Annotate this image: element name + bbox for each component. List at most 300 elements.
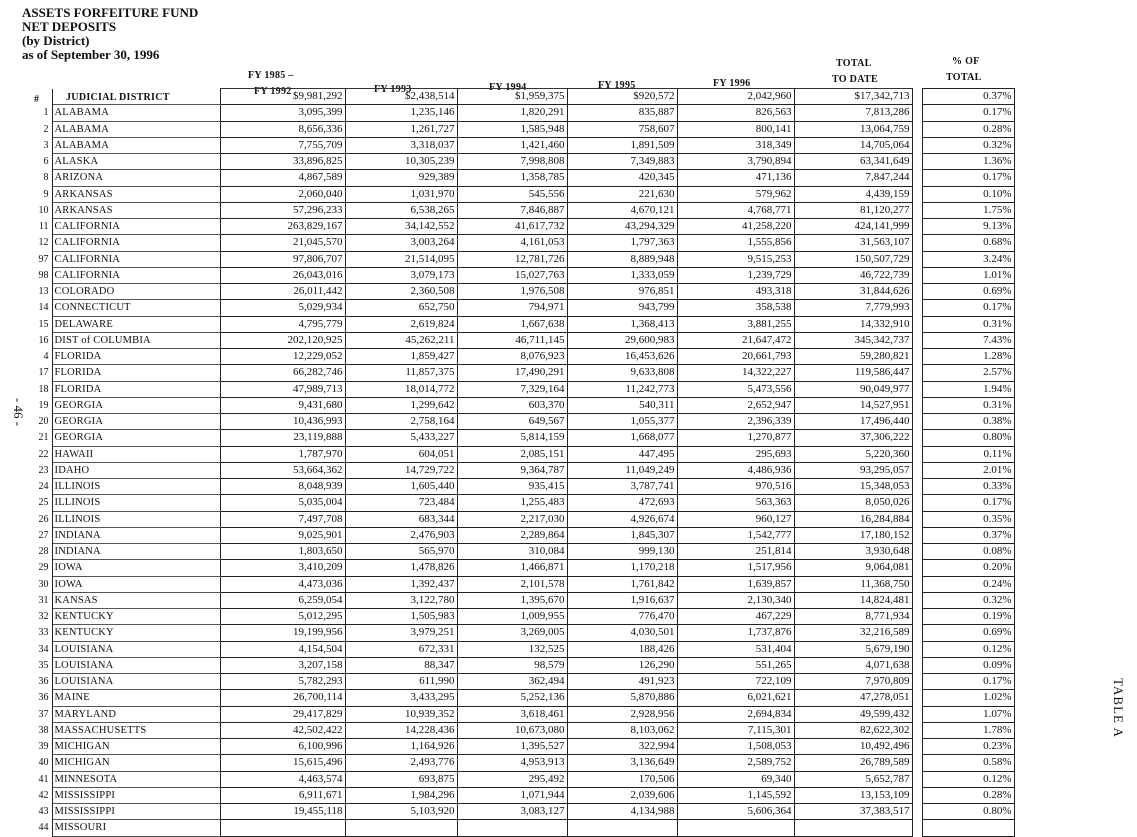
fy94-value: 10,673,080: [457, 722, 567, 738]
fy96-value: 2,396,339: [677, 414, 794, 430]
fy85-92-value: 5,782,293: [220, 674, 345, 690]
fy85-92-value: 6,100,996: [220, 739, 345, 755]
district-name: ARKANSAS: [52, 186, 220, 202]
district-name: FLORIDA: [52, 349, 220, 365]
fy96-value: 9,515,253: [677, 251, 794, 267]
total-value: 13,064,759: [794, 121, 912, 137]
district-name: LOUISIANA: [52, 641, 220, 657]
fy96-value: 2,589,752: [677, 755, 794, 771]
district-name: MICHIGAN: [52, 739, 220, 755]
fy93-value: $2,438,514: [345, 89, 457, 105]
spacer: [912, 527, 922, 543]
pct-value: 0.33%: [922, 479, 1014, 495]
spacer: [912, 202, 922, 218]
fy94-value: 98,579: [457, 657, 567, 673]
fy95-value: 1,055,377: [567, 414, 677, 430]
col-pct-top: % OF: [952, 56, 980, 67]
total-value: 7,970,809: [794, 674, 912, 690]
pct-value: 2.57%: [922, 365, 1014, 381]
fy85-92-value: 57,296,233: [220, 202, 345, 218]
spacer: [912, 332, 922, 348]
fy94-value: 3,618,461: [457, 706, 567, 722]
total-value: 8,771,934: [794, 609, 912, 625]
fy94-value: 17,490,291: [457, 365, 567, 381]
fy95-value: 29,600,983: [567, 332, 677, 348]
fy85-92-value: 3,410,209: [220, 560, 345, 576]
page-number: - 46 -: [11, 397, 27, 427]
fy94-value: 1,667,638: [457, 316, 567, 332]
district-name: ALABAMA: [52, 105, 220, 121]
spacer: [912, 657, 922, 673]
fy94-value: 5,814,159: [457, 430, 567, 446]
fy95-value: $920,572: [567, 89, 677, 105]
pct-value: 0.17%: [922, 300, 1014, 316]
fy95-value: 1,333,059: [567, 267, 677, 283]
district-name: MISSISSIPPI: [52, 787, 220, 803]
district-name: ILLINOIS: [52, 511, 220, 527]
fy94-value: 295,492: [457, 771, 567, 787]
district-name: INDIANA: [52, 544, 220, 560]
total-value: 37,383,517: [794, 804, 912, 820]
district-name: ARKANSAS: [52, 202, 220, 218]
fy94-value: 2,101,578: [457, 576, 567, 592]
fy85-92-value: 5,035,004: [220, 495, 345, 511]
row-number: 22: [22, 446, 52, 462]
fy93-value: 10,939,352: [345, 706, 457, 722]
spacer: [912, 300, 922, 316]
table-row: [22, 674, 1014, 690]
district-name: MARYLAND: [52, 706, 220, 722]
fy85-92-value: 4,867,589: [220, 170, 345, 186]
fy93-value: 34,142,552: [345, 219, 457, 235]
fy94-value: 603,370: [457, 397, 567, 413]
district-name: MISSOURI: [52, 820, 220, 836]
table-row: [22, 787, 1014, 803]
fy93-value: 1,392,437: [345, 576, 457, 592]
fy96-value: 41,258,220: [677, 219, 794, 235]
table-label: TABLE A: [1110, 678, 1126, 738]
district-name: [52, 89, 220, 105]
table-row: [22, 495, 1014, 511]
spacer: [912, 804, 922, 820]
fy93-value: 11,857,375: [345, 365, 457, 381]
fy96-value: 21,647,472: [677, 332, 794, 348]
pct-value: 2.01%: [922, 462, 1014, 478]
pct-value: 7.43%: [922, 332, 1014, 348]
fy85-92-value: 10,436,993: [220, 414, 345, 430]
total-value: 14,527,951: [794, 397, 912, 413]
fy96-value: 69,340: [677, 771, 794, 787]
fy93-value: 3,979,251: [345, 625, 457, 641]
fy93-value: 652,750: [345, 300, 457, 316]
table-row: [22, 511, 1014, 527]
fy94-value: 794,971: [457, 300, 567, 316]
spacer: [912, 235, 922, 251]
fy95-value: 3,787,741: [567, 479, 677, 495]
row-number: 21: [22, 430, 52, 446]
spacer: [912, 576, 922, 592]
fy96-value: 3,881,255: [677, 316, 794, 332]
table-row: [22, 332, 1014, 348]
total-value: 10,492,496: [794, 739, 912, 755]
fy94-value: 1,071,944: [457, 787, 567, 803]
pct-value: 0.37%: [922, 527, 1014, 543]
pct-value: 1.01%: [922, 267, 1014, 283]
total-value: 90,049,977: [794, 381, 912, 397]
col-total-bottom: TO DATE: [832, 74, 878, 85]
fy96-value: 1,639,857: [677, 576, 794, 592]
fy95-value: 322,994: [567, 739, 677, 755]
fy95-value: 4,670,121: [567, 202, 677, 218]
row-number: 41: [22, 771, 52, 787]
fy85-92-value: 21,045,570: [220, 235, 345, 251]
table-row: [22, 121, 1014, 137]
fy96-value: 467,229: [677, 609, 794, 625]
fy93-value: 14,228,436: [345, 722, 457, 738]
table-row: [22, 267, 1014, 283]
fy94-value: 1,009,955: [457, 609, 567, 625]
district-name: MAINE: [52, 690, 220, 706]
fy93-value: [345, 820, 457, 836]
report-scope: (by District): [22, 33, 90, 48]
fy85-92-value: 23,119,888: [220, 430, 345, 446]
fy85-92-value: 9,431,680: [220, 397, 345, 413]
fy96-value: 2,694,834: [677, 706, 794, 722]
table-row: [22, 414, 1014, 430]
district-name: MISSISSIPPI: [52, 804, 220, 820]
fy93-value: 683,344: [345, 511, 457, 527]
district-name: CALIFORNIA: [52, 235, 220, 251]
pct-value: 0.32%: [922, 592, 1014, 608]
fy85-92-value: 97,806,707: [220, 251, 345, 267]
pct-value: 0.12%: [922, 771, 1014, 787]
spacer: [912, 641, 922, 657]
total-value: 150,507,729: [794, 251, 912, 267]
fy85-92-value: 4,795,779: [220, 316, 345, 332]
district-name: CALIFORNIA: [52, 267, 220, 283]
total-value: 345,342,737: [794, 332, 912, 348]
fy93-value: 1,031,970: [345, 186, 457, 202]
report-subtitle: NET DEPOSITS: [22, 19, 117, 34]
fy95-value: 420,345: [567, 170, 677, 186]
fy94-value: 2,289,864: [457, 527, 567, 543]
total-value: 16,284,884: [794, 511, 912, 527]
spacer: [912, 137, 922, 153]
row-number: 33: [22, 625, 52, 641]
row-number: 31: [22, 592, 52, 608]
row-number: 97: [22, 251, 52, 267]
total-value: 424,141,999: [794, 219, 912, 235]
fy96-value: 5,606,364: [677, 804, 794, 820]
table-row: [22, 576, 1014, 592]
total-value: 14,705,064: [794, 137, 912, 153]
table-row: [22, 641, 1014, 657]
row-number: 39: [22, 739, 52, 755]
fy96-value: 1,145,592: [677, 787, 794, 803]
row-number: 43: [22, 804, 52, 820]
total-value: 7,779,993: [794, 300, 912, 316]
table-row: [22, 560, 1014, 576]
fy94-value: 1,395,670: [457, 592, 567, 608]
fy93-value: 18,014,772: [345, 381, 457, 397]
fy85-92-value: 5,012,295: [220, 609, 345, 625]
row-number: 35: [22, 657, 52, 673]
total-value: 5,652,787: [794, 771, 912, 787]
spacer: [912, 397, 922, 413]
fy95-value: [567, 820, 677, 836]
fy96-value: 826,563: [677, 105, 794, 121]
fy85-92-value: 19,455,118: [220, 804, 345, 820]
fy94-value: 3,269,005: [457, 625, 567, 641]
total-value: 17,496,440: [794, 414, 912, 430]
district-name: CALIFORNIA: [52, 219, 220, 235]
row-number: [22, 89, 52, 105]
fy94-value: 41,617,732: [457, 219, 567, 235]
fy95-value: 126,290: [567, 657, 677, 673]
fy94-value: 1,395,527: [457, 739, 567, 755]
district-name: MICHIGAN: [52, 755, 220, 771]
fy93-value: 2,619,824: [345, 316, 457, 332]
fy93-value: 604,051: [345, 446, 457, 462]
total-value: 5,679,190: [794, 641, 912, 657]
fy94-value: 2,085,151: [457, 446, 567, 462]
fy85-92-value: 19,199,956: [220, 625, 345, 641]
spacer: [912, 105, 922, 121]
district-name: HAWAII: [52, 446, 220, 462]
fy96-value: 4,768,771: [677, 202, 794, 218]
pct-value: 0.17%: [922, 170, 1014, 186]
table-row: [22, 235, 1014, 251]
col-fy96: FY 1996: [713, 78, 751, 89]
fy94-value: 8,076,923: [457, 349, 567, 365]
total-value: $17,342,713: [794, 89, 912, 105]
fy85-92-value: 3,095,399: [220, 105, 345, 121]
pct-value: 0.08%: [922, 544, 1014, 560]
fy94-value: 9,364,787: [457, 462, 567, 478]
district-name: ALABAMA: [52, 121, 220, 137]
row-number: 10: [22, 202, 52, 218]
total-value: 63,341,649: [794, 154, 912, 170]
fy93-value: 45,262,211: [345, 332, 457, 348]
fy95-value: 5,870,886: [567, 690, 677, 706]
table-row: [22, 771, 1014, 787]
fy94-value: 1,976,508: [457, 284, 567, 300]
fy85-92-value: 5,029,934: [220, 300, 345, 316]
fy85-92-value: 26,043,016: [220, 267, 345, 283]
fy95-value: 776,470: [567, 609, 677, 625]
fy95-value: 7,349,883: [567, 154, 677, 170]
col-fy85-bottom: FY 1992: [254, 86, 292, 97]
district-name: GEORGIA: [52, 397, 220, 413]
fy96-value: 471,136: [677, 170, 794, 186]
total-value: 93,295,057: [794, 462, 912, 478]
fy93-value: 723,484: [345, 495, 457, 511]
table-row: [22, 284, 1014, 300]
spacer: [912, 154, 922, 170]
table-row: [22, 219, 1014, 235]
fy96-value: 20,661,793: [677, 349, 794, 365]
district-name: CALIFORNIA: [52, 251, 220, 267]
fy93-value: 21,514,095: [345, 251, 457, 267]
fy85-92-value: 15,615,496: [220, 755, 345, 771]
table-row: [22, 154, 1014, 170]
fy96-value: 295,693: [677, 446, 794, 462]
spacer: [912, 495, 922, 511]
total-value: 7,847,244: [794, 170, 912, 186]
district-name: GEORGIA: [52, 430, 220, 446]
table-row: [22, 397, 1014, 413]
pct-value: 0.19%: [922, 609, 1014, 625]
fy96-value: 1,517,956: [677, 560, 794, 576]
fy93-value: 3,122,780: [345, 592, 457, 608]
spacer: [912, 609, 922, 625]
spacer: [912, 89, 922, 105]
table-row: [22, 251, 1014, 267]
total-value: 46,722,739: [794, 267, 912, 283]
pct-value: 0.11%: [922, 446, 1014, 462]
fy95-value: 221,630: [567, 186, 677, 202]
fy96-value: 1,239,729: [677, 267, 794, 283]
total-value: 11,368,750: [794, 576, 912, 592]
fy85-92-value: 263,829,167: [220, 219, 345, 235]
pct-value: 1.28%: [922, 349, 1014, 365]
table-row: [22, 609, 1014, 625]
total-value: 81,120,277: [794, 202, 912, 218]
row-number: 32: [22, 609, 52, 625]
fy85-92-value: 8,048,939: [220, 479, 345, 495]
row-number: 3: [22, 137, 52, 153]
fy96-value: 1,737,876: [677, 625, 794, 641]
fy96-value: 5,473,556: [677, 381, 794, 397]
fy94-value: 649,567: [457, 414, 567, 430]
total-value: 9,064,081: [794, 560, 912, 576]
fy85-92-value: 6,259,054: [220, 592, 345, 608]
spacer: [912, 251, 922, 267]
fy94-value: [457, 820, 567, 836]
table-row: [22, 316, 1014, 332]
row-number: 36: [22, 674, 52, 690]
fy95-value: 491,923: [567, 674, 677, 690]
fy94-value: 7,329,164: [457, 381, 567, 397]
pct-value: 1.94%: [922, 381, 1014, 397]
total-value: 26,789,589: [794, 755, 912, 771]
fy96-value: 7,115,301: [677, 722, 794, 738]
spacer: [912, 560, 922, 576]
spacer: [912, 170, 922, 186]
row-number: 8: [22, 170, 52, 186]
col-num: #: [34, 94, 40, 105]
fy95-value: 11,049,249: [567, 462, 677, 478]
table-row: [22, 804, 1014, 820]
fy95-value: 976,851: [567, 284, 677, 300]
fy93-value: 1,478,826: [345, 560, 457, 576]
row-number: 18: [22, 381, 52, 397]
col-fy95: FY 1995: [598, 80, 636, 91]
table-row: [22, 365, 1014, 381]
pct-value: 0.31%: [922, 316, 1014, 332]
fy96-value: 551,265: [677, 657, 794, 673]
fy95-value: 9,633,808: [567, 365, 677, 381]
row-number: 29: [22, 560, 52, 576]
spacer: [912, 722, 922, 738]
fy85-92-value: 8,656,336: [220, 121, 345, 137]
fy94-value: 4,161,053: [457, 235, 567, 251]
table-row: [22, 657, 1014, 673]
fy93-value: 3,079,173: [345, 267, 457, 283]
fy96-value: 358,538: [677, 300, 794, 316]
fy96-value: 14,322,227: [677, 365, 794, 381]
district-name: KENTUCKY: [52, 609, 220, 625]
pct-value: 0.38%: [922, 414, 1014, 430]
fy96-value: 493,318: [677, 284, 794, 300]
fy94-value: 46,711,145: [457, 332, 567, 348]
district-name: COLORADO: [52, 284, 220, 300]
spacer: [912, 446, 922, 462]
pct-value: 9.13%: [922, 219, 1014, 235]
pct-value: 0.37%: [922, 89, 1014, 105]
row-number: 98: [22, 267, 52, 283]
district-name: DELAWARE: [52, 316, 220, 332]
fy94-value: 5,252,136: [457, 690, 567, 706]
spacer: [912, 479, 922, 495]
fy95-value: 1,761,842: [567, 576, 677, 592]
row-number: 14: [22, 300, 52, 316]
table-row: [22, 202, 1014, 218]
total-value: 82,622,302: [794, 722, 912, 738]
fy96-value: 1,508,053: [677, 739, 794, 755]
fy96-value: 563,363: [677, 495, 794, 511]
fy85-92-value: 9,025,901: [220, 527, 345, 543]
fy95-value: 447,495: [567, 446, 677, 462]
report-header: [22, 6, 198, 62]
pct-value: 1.75%: [922, 202, 1014, 218]
fy93-value: 3,318,037: [345, 137, 457, 153]
row-number: 27: [22, 527, 52, 543]
total-value: 5,220,360: [794, 446, 912, 462]
fy93-value: 3,433,295: [345, 690, 457, 706]
fy93-value: 5,103,920: [345, 804, 457, 820]
fy95-value: 8,889,948: [567, 251, 677, 267]
table-wrapper: [22, 88, 1014, 837]
fy96-value: 2,130,340: [677, 592, 794, 608]
row-number: 2: [22, 121, 52, 137]
fy93-value: 6,538,265: [345, 202, 457, 218]
district-name: INDIANA: [52, 527, 220, 543]
col-pct-bottom: TOTAL: [946, 72, 982, 83]
fy85-92-value: 47,989,713: [220, 381, 345, 397]
table-row: [22, 706, 1014, 722]
pct-value: 0.28%: [922, 121, 1014, 137]
fy93-value: 3,003,264: [345, 235, 457, 251]
total-value: 49,599,432: [794, 706, 912, 722]
fy94-value: 7,998,808: [457, 154, 567, 170]
row-number: 26: [22, 511, 52, 527]
fy96-value: 6,021,621: [677, 690, 794, 706]
fy93-value: 1,984,296: [345, 787, 457, 803]
fy95-value: 8,103,062: [567, 722, 677, 738]
fy94-value: 12,781,726: [457, 251, 567, 267]
table-row: [22, 479, 1014, 495]
row-number: 25: [22, 495, 52, 511]
pct-value: 0.35%: [922, 511, 1014, 527]
fy94-value: 15,027,763: [457, 267, 567, 283]
total-value: 4,439,159: [794, 186, 912, 202]
row-number: 40: [22, 755, 52, 771]
net-deposits-table: [22, 88, 1015, 837]
table-row: [22, 105, 1014, 121]
fy94-value: $1,959,375: [457, 89, 567, 105]
fy93-value: 14,729,722: [345, 462, 457, 478]
